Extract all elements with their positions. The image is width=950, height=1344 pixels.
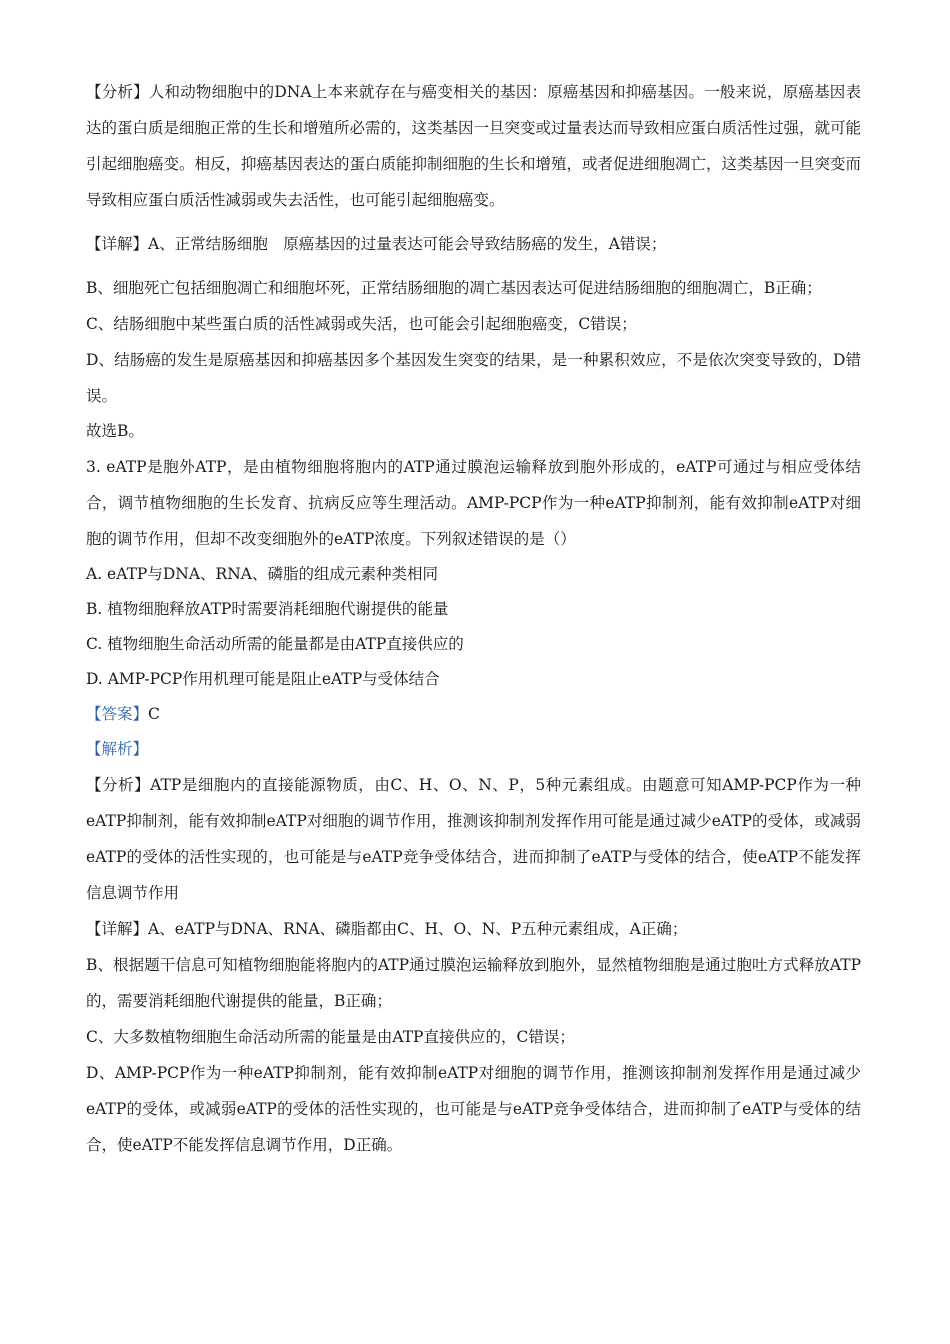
question-detail-b: B、根据题干信息可知植物细胞能将胞内的ATP通过膜泡运输释放到胞外，显然植物细胞是通过胞吐方式释放ATP的，需要消耗细胞代谢提供的能量，B正确；: [86, 956, 861, 1010]
question-detail-c: C、大多数植物细胞生命活动所需的能量是由ATP直接供应的，C错误；: [86, 1028, 575, 1046]
prev-choose: 故选B。: [86, 422, 144, 440]
detail-a-text: A、正常结肠细胞 原癌基因的过量表达可能会导致结肠癌的发生，A错误；: [148, 235, 667, 253]
option-d: D. AMP-PCP作用机理可能是阻止eATP与受体结合: [86, 670, 440, 688]
option-c: C. 植物细胞生命活动所需的能量都是由ATP直接供应的: [86, 635, 464, 653]
analysis-text: 人和动物细胞中的DNA上本来就存在与癌变相关的基因：原癌基因和抑癌基因。一般来说，原癌基因表达的蛋白质是细胞正常的生长和增殖所必需的，这类基因一旦突变或过量表达而导致相应蛋白质活性过强，就可能引起细胞癌变。相反，抑癌基因表达的蛋白质能抑制细胞的生长和增殖，或者促进细胞凋亡，这类基因一旦突变而导致相应蛋白质活性减弱或失去活性，也可能引起细胞癌变。: [86, 83, 862, 209]
question-detail-a: [86, 911, 861, 947]
analysis-text: ATP是细胞内的直接能源物质，由C、H、O、N、P，5种元素组成。由题意可知AMP-PCP作为一种eATP抑制剂，能有效抑制eATP对细胞的调节作用，推测该抑制剂发挥作用可能是通过减少eATP的受体，或减弱eATP的受体的活性实现的，也可能是与eATP竞争受体结合，进而抑制了eATP与受体的结合，使eATP不能发挥信息调节作用: [86, 776, 861, 902]
jiexi-label: 【解析】: [86, 740, 149, 758]
analysis-label: 【分析】: [86, 776, 151, 794]
option-b: B. 植物细胞释放ATP时需要消耗细胞代谢提供的能量: [86, 600, 449, 618]
answer-line: [86, 697, 861, 732]
prev-detail-b: B、细胞死亡包括细胞凋亡和细胞坏死，正常结肠细胞的凋亡基因表达可促进结肠细胞的细胞凋亡，B正确；: [86, 279, 822, 297]
question-analysis-paragraph: [86, 767, 861, 911]
prev-detail-c: C、结肠细胞中某些蛋白质的活性减弱或失活，也可能会引起细胞癌变，C错误；: [86, 315, 637, 333]
detail-label: 【详解】: [86, 235, 149, 253]
answer-label: 【答案】: [86, 705, 149, 723]
question-stem: 3. eATP是胞外ATP，是由植物细胞将胞内的ATP通过膜泡运输释放到胞外形成的，eATP可通过与相应受体结合，调节植物细胞的生长发育、抗病反应等生理活动。AMP-PCP作为一种eATP抑制剂，能有效抑制eATP对细胞的调节作用，但却不改变细胞外的eATP浓度。下列叙述错误的是（）: [86, 458, 861, 548]
prev-detail-a: [86, 226, 861, 262]
prev-detail-d: D、结肠癌的发生是原癌基因和抑癌基因多个基因发生突变的结果，是一种累积效应，不是依次突变导致的，D错误。: [86, 351, 861, 405]
prev-analysis-paragraph: [86, 74, 861, 218]
question-detail-d: D、AMP-PCP作为一种eATP抑制剂，能有效抑制eATP对细胞的调节作用，推测该抑制剂发挥作用是通过减少eATP的受体，或减弱eATP的受体的活性实现的，也可能是与eATP竞争受体结合，进而抑制了eATP与受体的结合，使eATP不能发挥信息调节作用，D正确。: [86, 1064, 861, 1154]
jiexi-line: [86, 732, 861, 767]
detail-a-text: A、eATP与DNA、RNA、磷脂都由C、H、O、N、P五种元素组成，A正确；: [148, 920, 688, 938]
analysis-label: 【分析】: [86, 83, 149, 101]
option-a: A. eATP与DNA、RNA、磷脂的组成元素种类相同: [86, 565, 438, 583]
answer-value: C: [148, 705, 160, 723]
document-page: [86, 74, 861, 1163]
detail-label: 【详解】: [86, 920, 149, 938]
